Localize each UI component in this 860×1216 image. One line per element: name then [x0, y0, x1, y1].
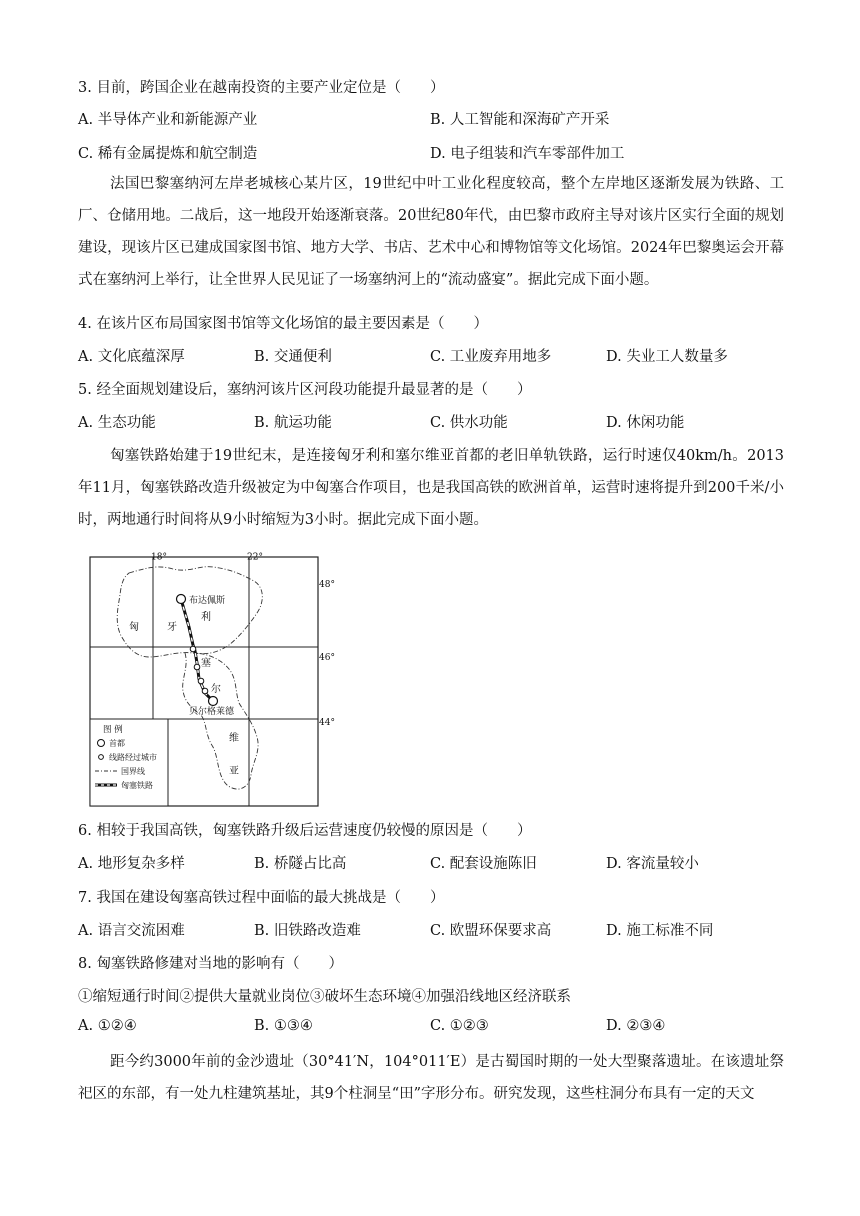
country-char-2: 牙 — [167, 622, 177, 633]
route-city-icon — [190, 646, 196, 652]
legend-border: 国界线 — [121, 767, 145, 776]
legend-city: 线路经过城市 — [109, 753, 157, 762]
q6-option-d: D. 客流量较小 — [606, 856, 699, 872]
lon-label-22: 22° — [247, 552, 263, 563]
question-6-stem: 6. 相较于我国高铁，匈塞铁路升级后运营速度仍较慢的原因是（ ） — [78, 823, 532, 839]
q3-option-b: B. 人工智能和深海矿产开采 — [430, 112, 610, 128]
question-8-stem: 8. 匈塞铁路修建对当地的影响有（ ） — [78, 956, 343, 972]
railway-map — [89, 552, 335, 807]
country-char-3: 利 — [201, 612, 211, 623]
legend-city-icon — [99, 755, 104, 760]
q7-option-a: A. 语言交流困难 — [78, 923, 185, 939]
passage-seine: 法国巴黎塞纳河左岸老城核心某片区，19世纪中叶工业化程度较高，整个左岸地区逐渐发展为铁路、工厂、仓储用地。二战后，这一地段开始逐渐衰落。20世纪80年代，由巴黎市政府主导对该片区实行全面的规划建设，现该片区已建成国家图书馆、地方大学、书店、艺术中心和博物馆等文化场馆。2024年巴黎奥运会开幕式在塞纳河上举行，让全世界人民见证了一场塞纳河上的“流动盛宴”。据此完成下面小题。 — [78, 176, 784, 288]
passage-railway: 匈塞铁路始建于19世纪末，是连接匈牙利和塞尔维亚首都的老旧单轨铁路，运行时速仅40km/h。2013年11月，匈塞铁路改造升级被定为中匈塞合作项目，也是我国高铁的欧洲首单，运营时速将提升到200千米/小时，两地通行时间将从9小时缩短为3小时。据此完成下面小题。 — [78, 448, 784, 528]
q3-option-c: C. 稀有金属提炼和航空制造 — [78, 146, 258, 162]
question-7-stem: 7. 我国在建设匈塞高铁过程中面临的最大挑战是（ ） — [78, 890, 445, 906]
q7-option-d: D. 施工标准不同 — [606, 923, 714, 939]
q8-option-c: C. ①②③ — [430, 1018, 489, 1034]
passage-jinsha: 距今约3000年前的金沙遗址（30°41′N，104°011′E）是古蜀国时期的一处大型聚落遗址。在该遗址祭祀区的东部，有一处九柱建筑基址，其9个柱洞呈“田”字形分布。研究发现，这些柱洞分布具有一定的天文 — [78, 1054, 784, 1102]
question-4-stem: 4. 在该片区布局国家图书馆等文化场馆的最主要因素是（ ） — [78, 316, 488, 332]
country-char-7: 亚 — [229, 766, 239, 777]
lat-label-44: 44° — [319, 718, 335, 728]
q3-option-d: D. 电子组装和汽车零部件加工 — [430, 146, 625, 162]
country-char-6: 维 — [229, 733, 239, 744]
belgrade-capital-icon — [209, 697, 218, 706]
q7-option-b: B. 旧铁路改造难 — [254, 923, 361, 939]
q4-option-d: D. 失业工人数量多 — [606, 349, 728, 365]
lat-label-46: 46° — [319, 653, 335, 663]
q5-option-d: D. 休闲功能 — [606, 415, 685, 431]
route-city-icon — [202, 688, 208, 694]
serbia-border — [183, 653, 258, 789]
q4-option-c: C. 工业废弃用地多 — [430, 349, 552, 365]
q8-option-a: A. ①②④ — [78, 1018, 137, 1034]
city-belgrade: 贝尔格莱德 — [189, 707, 235, 717]
q4-option-a: A. 文化底蕴深厚 — [78, 349, 185, 365]
country-char-5: 尔 — [211, 684, 221, 695]
q8-option-b: B. ①③④ — [254, 1018, 313, 1034]
q8-option-d: D. ②③④ — [606, 1018, 666, 1034]
city-budapest: 布达佩斯 — [189, 596, 226, 606]
q5-option-b: B. 航运功能 — [254, 415, 332, 431]
lon-label-18: 18° — [151, 552, 167, 563]
q7-option-c: C. 欧盟环保要求高 — [430, 923, 552, 939]
q8-statements: ①缩短通行时间②提供大量就业岗位③破坏生态环境④加强沿线地区经济联系 — [78, 989, 571, 1005]
question-3-stem: 3. 目前，跨国企业在越南投资的主要产业定位是（ ） — [78, 80, 445, 96]
hungary-border — [117, 567, 262, 657]
q4-option-b: B. 交通便利 — [254, 349, 332, 365]
budapest-capital-icon — [177, 595, 186, 604]
q6-option-a: A. 地形复杂多样 — [78, 856, 185, 872]
lat-label-48: 48° — [319, 580, 335, 590]
country-char-4: 塞 — [201, 658, 211, 669]
legend-capital: 首都 — [109, 739, 125, 748]
q5-option-c: C. 供水功能 — [430, 415, 508, 431]
route-city-icon — [198, 678, 204, 684]
country-char-1: 匈 — [129, 622, 139, 633]
legend-box — [90, 719, 168, 806]
route-city-icon — [194, 664, 200, 670]
q6-option-c: C. 配套设施陈旧 — [430, 856, 537, 872]
question-5-stem: 5. 经全面规划建设后，塞纳河该片区河段功能提升最显著的是（ ） — [78, 382, 532, 398]
q6-option-b: B. 桥隧占比高 — [254, 856, 347, 872]
legend-title: 图 例 — [103, 725, 123, 735]
legend-railway: 匈塞铁路 — [121, 781, 153, 790]
legend-capital-icon — [98, 740, 105, 747]
q5-option-a: A. 生态功能 — [78, 415, 156, 431]
q3-option-a: A. 半导体产业和新能源产业 — [78, 112, 258, 128]
